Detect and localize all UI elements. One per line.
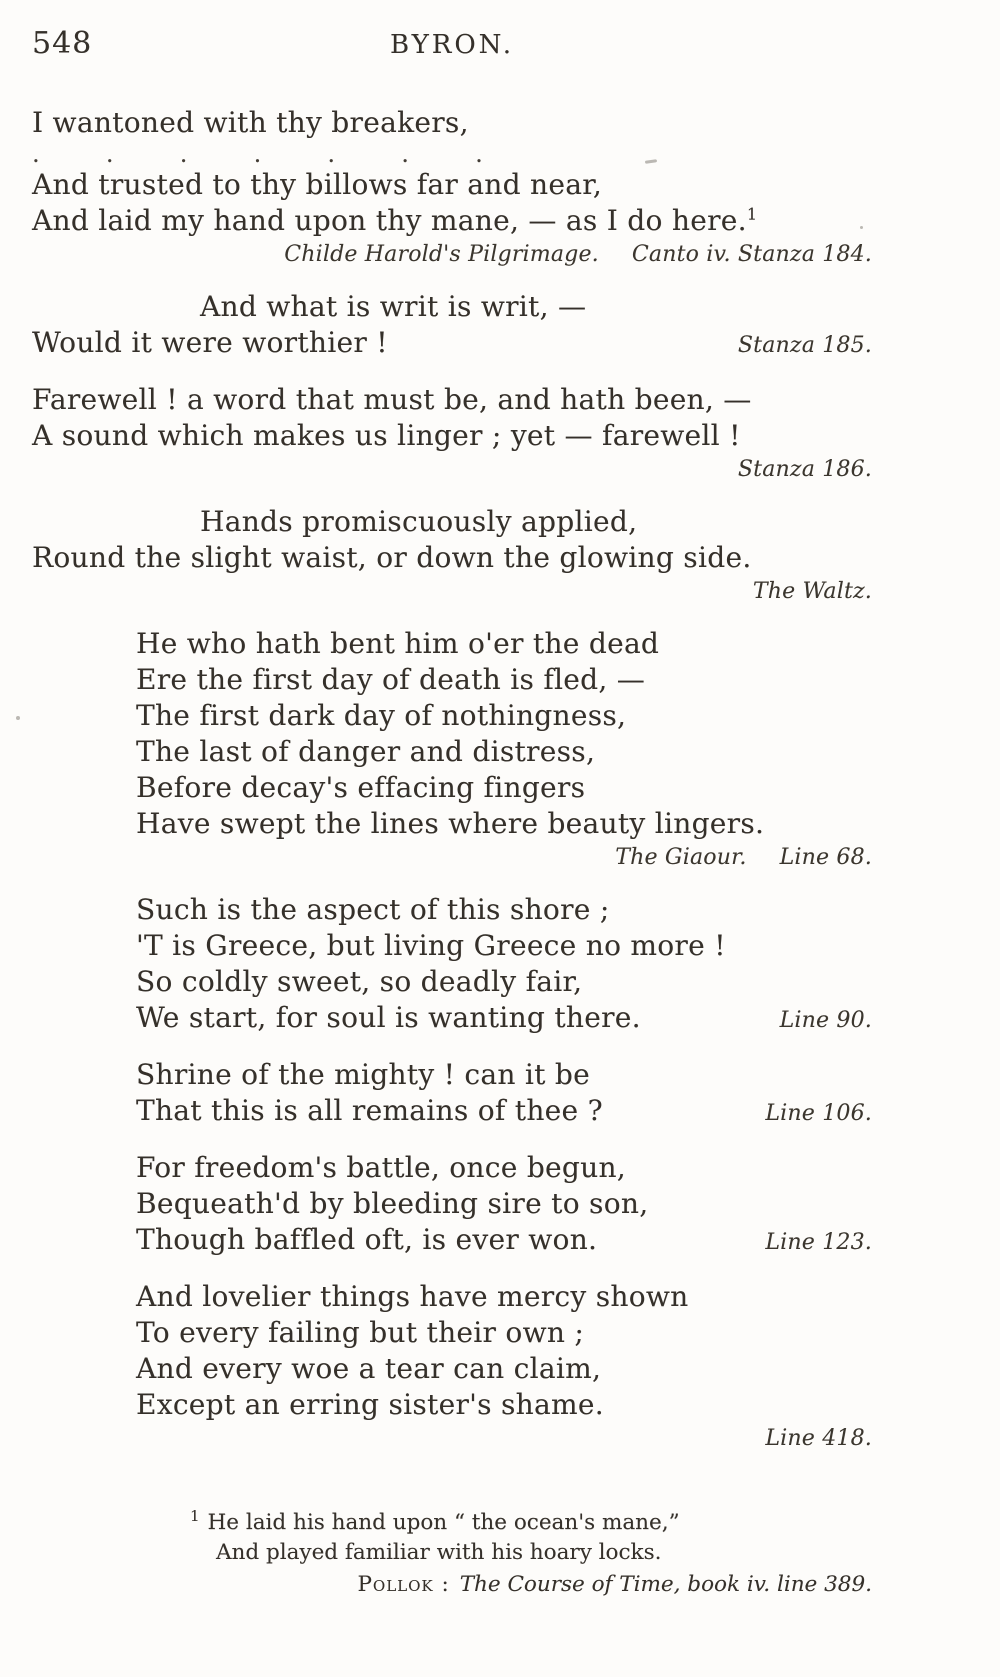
verse-line: So coldly sweet, so deadly fair,	[136, 965, 583, 998]
footnote-marker: 1	[190, 1507, 200, 1525]
attribution	[32, 576, 872, 608]
quote-giaour-68	[32, 626, 872, 874]
attribution-locator: Stanza 185.	[737, 333, 872, 358]
attribution-locator: Stanza 186.	[737, 457, 872, 482]
verse-line	[32, 325, 872, 364]
attribution-source: The Giaour.	[615, 845, 747, 870]
verse-line: The first dark day of nothingness,	[136, 699, 627, 732]
verse-line: Before decay's effacing fingers	[136, 771, 586, 804]
verse-line: Such is the aspect of this shore ;	[136, 893, 610, 926]
quote-childe-harold-186	[32, 382, 872, 486]
attribution-locator: Line 68.	[779, 845, 872, 870]
verse-line: Farewell ! a word that must be, and hath been, —	[32, 383, 752, 416]
attribution	[32, 454, 872, 486]
verse-line: Except an erring sister's shame.	[136, 1388, 604, 1421]
verse-line: Bequeath'd by bleeding sire to son,	[136, 1187, 649, 1220]
verse-line	[136, 1000, 872, 1039]
verse-line	[32, 203, 872, 239]
scan-artifact	[16, 716, 20, 720]
verse-line: And lovelier things have mercy shown	[136, 1280, 689, 1313]
footnote-source-work: The Course of Time, book iv. line 389.	[459, 1572, 872, 1598]
attribution-source: The Waltz.	[752, 579, 872, 604]
verse-text: Would it were worthier !	[32, 326, 388, 359]
verse-line: To every failing but their own ;	[136, 1316, 585, 1349]
verse-line: For freedom's battle, once begun,	[136, 1151, 627, 1184]
verse-line: Ere the first day of death is fled, —	[136, 663, 646, 696]
verse-line: Have swept the lines where beauty lingers.	[136, 807, 765, 840]
page-body	[32, 105, 872, 1455]
quote-giaour-90	[32, 892, 872, 1039]
attribution-locator: Line 90.	[779, 1008, 872, 1033]
attribution-locator: Line 418.	[765, 1426, 872, 1451]
verse-line: And every woe a tear can claim,	[136, 1352, 602, 1385]
quote-giaour-106	[32, 1057, 872, 1132]
footnote-line: And played familiar with his hoary locks.	[216, 1540, 662, 1566]
verse-line	[136, 1222, 872, 1261]
ellipsis-line: . . . . . . .	[32, 140, 484, 168]
verse-line: A sound which makes us linger ; yet — farewell !	[32, 419, 741, 452]
verse-text: We start, for soul is wanting there.	[136, 1001, 641, 1034]
verse-line: He who hath bent him o'er the dead	[136, 627, 660, 660]
verse-line: 'T is Greece, but living Greece no more !	[136, 929, 726, 962]
footnote-line	[190, 1501, 872, 1538]
attribution	[32, 842, 872, 874]
page-number: 548	[32, 26, 93, 61]
attribution-locator: Canto iv. Stanza 184.	[631, 242, 872, 267]
verse-text: And laid my hand upon thy mane, — as I do here.	[32, 204, 747, 237]
verse-line: And what is writ is writ, —	[200, 290, 587, 323]
quote-childe-harold-184	[32, 105, 872, 271]
verse-line: The last of danger and distress,	[136, 735, 596, 768]
quote-giaour-123	[32, 1150, 872, 1261]
footnote-reference: 1	[746, 204, 758, 224]
page-header	[32, 26, 872, 61]
attribution	[32, 239, 872, 271]
verse-text: Though baffled oft, is ever won.	[136, 1223, 598, 1256]
quote-the-waltz	[32, 504, 872, 608]
footnote-source	[32, 1570, 872, 1600]
running-head: BYRON.	[389, 30, 515, 60]
verse-line: Round the slight waist, or down the glowing side.	[32, 541, 752, 574]
attribution-locator: Line 123.	[765, 1230, 872, 1255]
attribution-source: Childe Harold's Pilgrimage.	[284, 242, 599, 267]
verse-line	[136, 1093, 872, 1132]
quote-childe-harold-185	[32, 289, 872, 364]
verse-text: That this is all remains of thee ?	[136, 1094, 603, 1127]
scan-artifact	[860, 226, 863, 229]
verse-line: And trusted to thy billows far and near,	[32, 168, 603, 201]
footnote-source-name: Pollok :	[357, 1572, 450, 1598]
verse-line: I wantoned with thy breakers,	[32, 106, 469, 139]
attribution-locator: Line 106.	[765, 1101, 872, 1126]
footnote-text: He laid his hand upon “ the ocean's mane,”	[207, 1510, 680, 1536]
quote-giaour-418	[32, 1279, 872, 1455]
verse-line: Shrine of the mighty ! can it be	[136, 1058, 591, 1091]
attribution	[32, 1423, 872, 1455]
footnote	[32, 1501, 872, 1600]
verse-line: Hands promiscuously applied,	[200, 505, 638, 538]
